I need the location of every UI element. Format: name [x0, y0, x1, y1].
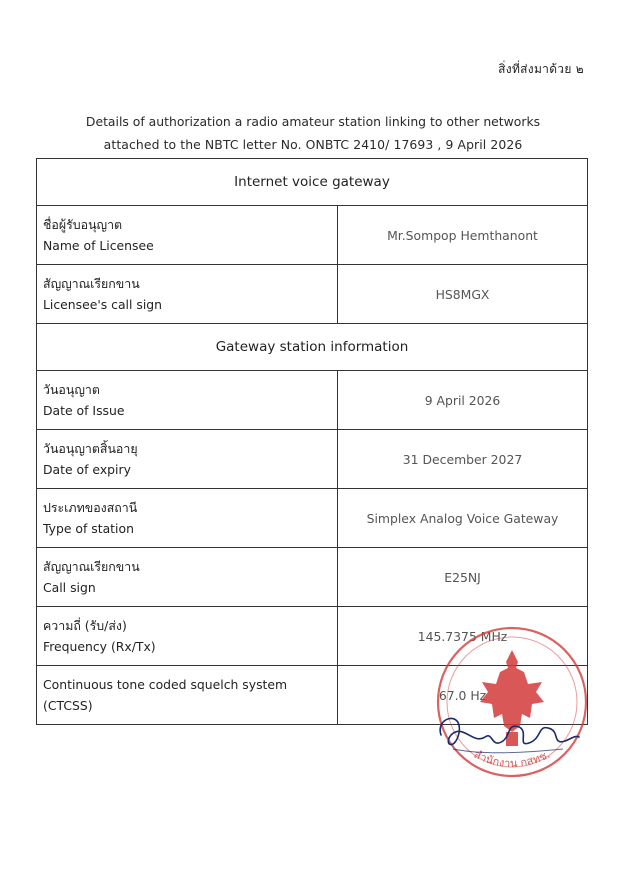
- field-label: [37, 265, 338, 324]
- call-sign-value: E25NJ: [338, 548, 588, 607]
- label-english: Date of Issue: [43, 403, 125, 418]
- field-label: [37, 206, 338, 265]
- section-title-gateway-station: Gateway station information: [37, 324, 588, 371]
- table-row: [37, 206, 588, 265]
- section-title-internet-voice-gateway: Internet voice gateway: [37, 159, 588, 206]
- stamp-text: สำนักงาน กสทช.: [471, 747, 553, 771]
- date-of-expiry-value: 31 December 2027: [338, 430, 588, 489]
- date-of-issue-value: 9 April 2026: [338, 371, 588, 430]
- label-english: Name of Licensee: [43, 238, 154, 253]
- label-english: Type of station: [43, 521, 134, 536]
- field-label: [37, 666, 338, 725]
- section-header-row: [37, 159, 588, 206]
- table-row: [37, 371, 588, 430]
- label-thai: ความถี่ (รับ/ส่ง): [43, 618, 127, 633]
- label-line-1: Continuous tone coded squelch system: [43, 677, 288, 692]
- field-label: [37, 430, 338, 489]
- label-thai: ประเภทของสถานี: [43, 500, 138, 515]
- frequency-value: 145.7375 MHz: [338, 607, 588, 666]
- label-thai: สัญญาณเรียกขาน: [43, 276, 140, 291]
- field-label: [37, 371, 338, 430]
- label-english: Date of expiry: [43, 462, 131, 477]
- licensee-call-sign-value: HS8MGX: [338, 265, 588, 324]
- attachment-label: สิ่งที่ส่งมาด้วย ๒: [498, 62, 584, 76]
- label-thai: วันอนุญาตสิ้นอายุ: [43, 441, 138, 456]
- label-thai: ชื่อผู้รับอนุญาต: [43, 217, 123, 232]
- station-type-value: Simplex Analog Voice Gateway: [338, 489, 588, 548]
- label-english: Call sign: [43, 580, 96, 595]
- field-label: [37, 607, 338, 666]
- label-thai: วันอนุญาต: [43, 382, 100, 397]
- heading-line-1: Details of authorization a radio amateur station linking to other networks: [85, 114, 541, 129]
- licensee-name-value: Mr.Sompop Hemthanont: [338, 206, 588, 265]
- table-row: [37, 489, 588, 548]
- table-row: [37, 265, 588, 324]
- table-row: [37, 430, 588, 489]
- label-line-2: (CTCSS): [43, 698, 93, 713]
- document-heading: [0, 110, 626, 156]
- label-english: Licensee's call sign: [43, 297, 162, 312]
- label-english: Frequency (Rx/Tx): [43, 639, 156, 654]
- field-label: [37, 489, 338, 548]
- label-thai: สัญญาณเรียกขาน: [43, 559, 140, 574]
- field-label: [37, 548, 338, 607]
- table-row: [37, 548, 588, 607]
- section-header-row: [37, 324, 588, 371]
- ctcss-value: 67.0 Hz: [338, 666, 588, 725]
- heading-line-2: attached to the NBTC letter No. ONBTC 2410/ 17693 , 9 April 2026: [103, 137, 523, 152]
- handwritten-signature: [433, 705, 583, 760]
